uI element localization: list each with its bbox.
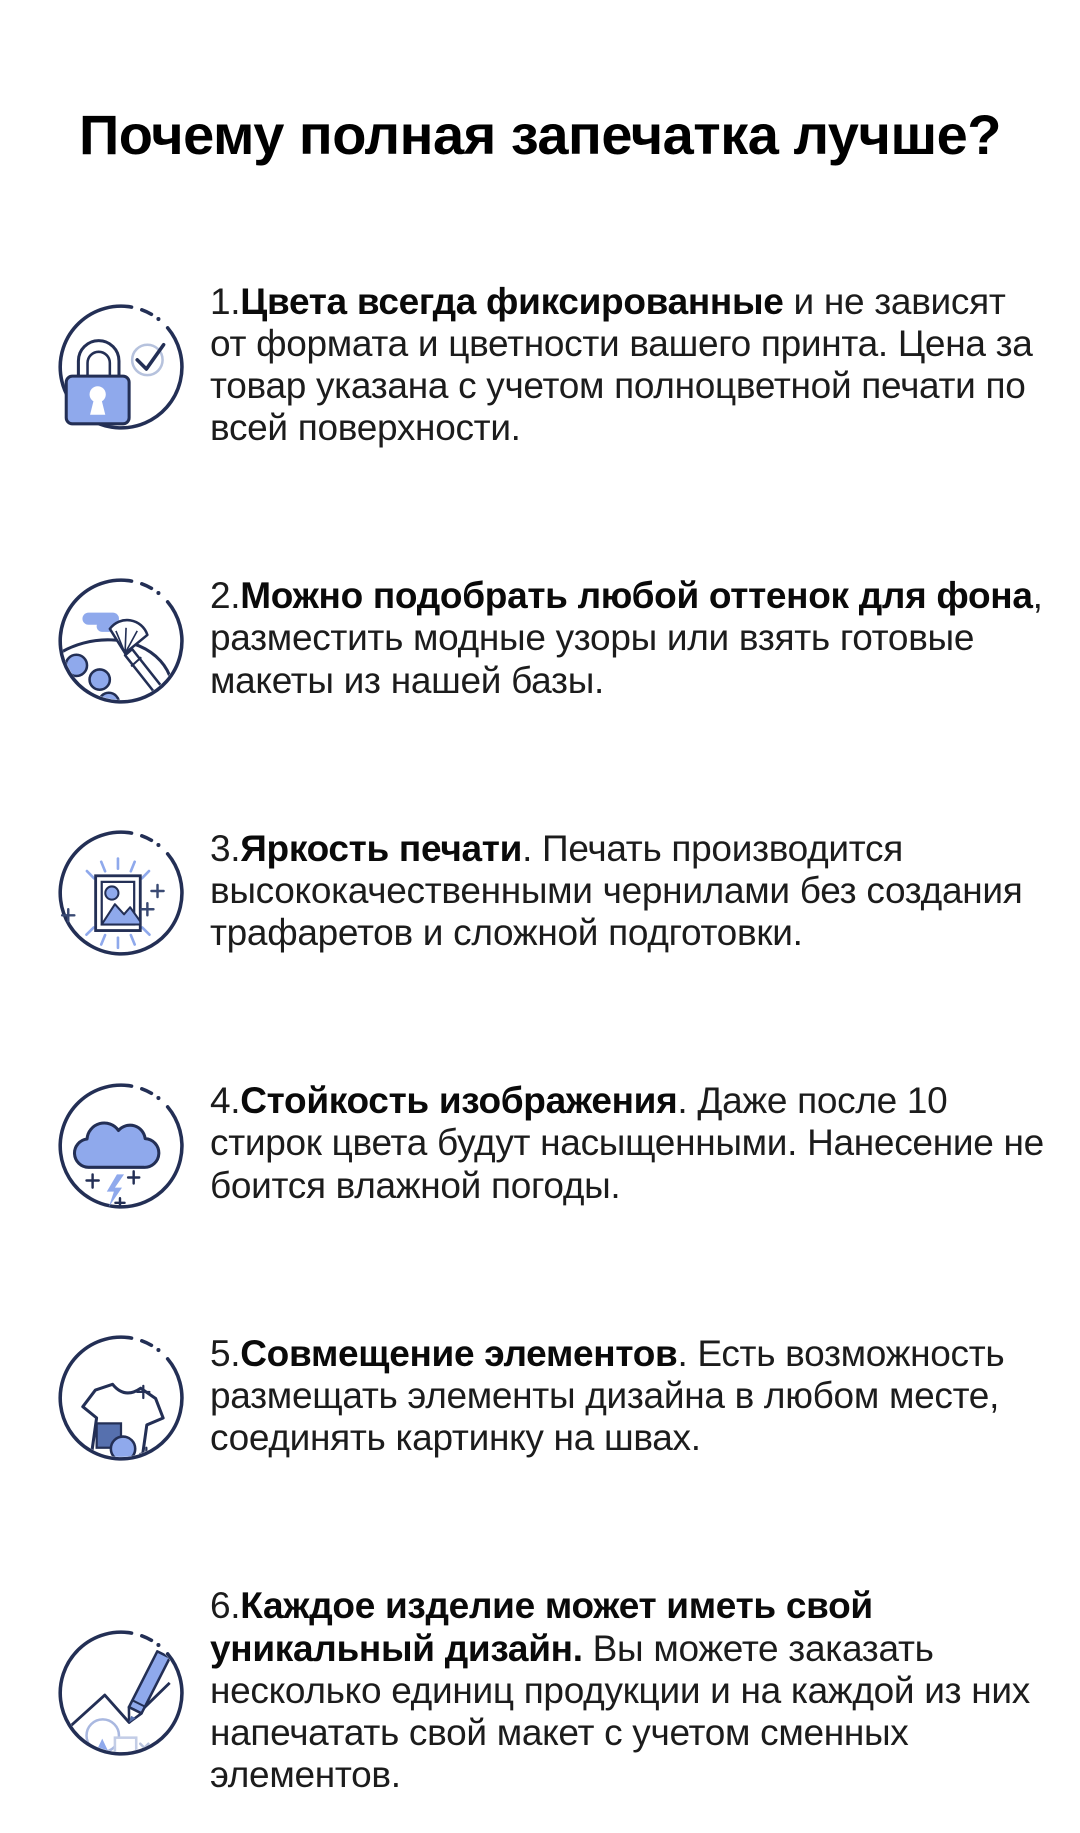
- palette-brush-icon: [50, 568, 192, 710]
- bright-image-icon: [50, 820, 192, 962]
- item-bold-text: Яркость печати: [240, 827, 523, 869]
- benefits-list: [50, 244, 1080, 1833]
- item-rest-text: Вы можете заказать несколько единиц продукции и на каждой из них напечатать свой макет с учетом сменных элементов.: [210, 1627, 1030, 1796]
- item-text: [210, 281, 1045, 450]
- item-number: 6.: [210, 1585, 241, 1627]
- list-item: [50, 1043, 1080, 1244]
- item-rest-text: и не зависят от формата и цветности вашего принта. Цена за товар указана с учетом полноцветной печати по всей поверхности.: [210, 280, 1033, 449]
- item-rest-text: . Даже после 10 стирок цвета будут насыщенными. Нанесение не боится влажной погоды.: [210, 1080, 1044, 1206]
- list-item: [50, 244, 1080, 487]
- item-bold-text: Можно подобрать любой оттенок для фона: [240, 575, 1033, 617]
- list-item: [50, 1548, 1080, 1833]
- weather-cloud-icon: [50, 1073, 192, 1215]
- lock-check-icon: [50, 294, 192, 436]
- item-rest-text: . Печать производится высококачественными чернилами без создания трафаретов и сложной подготовки.: [210, 827, 1023, 954]
- item-bold-text: Совмещение элементов: [240, 1332, 678, 1374]
- list-item: [50, 538, 1080, 739]
- item-number: 4.: [210, 1080, 241, 1122]
- item-text: [210, 575, 1045, 702]
- tshirt-elements-icon: [50, 1325, 192, 1467]
- item-text: [210, 1333, 1045, 1460]
- item-text: [210, 1585, 1045, 1796]
- item-number: 3.: [210, 827, 241, 869]
- item-rest-text: , разместить модные узоры или взять готовые макеты из нашей базы.: [210, 575, 1043, 701]
- pencil-design-icon: [50, 1620, 192, 1762]
- item-bold-text: Цвета всегда фиксированные: [240, 280, 784, 322]
- item-rest-text: . Есть возможность размещать элементы дизайна в любом месте, соединять картинку на швах.: [210, 1332, 1005, 1459]
- item-bold-text: Каждое изделие может иметь свой уникальный дизайн.: [210, 1585, 873, 1669]
- item-number: 1.: [210, 280, 241, 322]
- list-item: [50, 791, 1080, 992]
- item-bold-text: Стойкость изображения: [240, 1080, 678, 1122]
- item-number: 5.: [210, 1332, 241, 1374]
- item-text: [210, 1080, 1045, 1207]
- list-item: [50, 1296, 1080, 1497]
- item-text: [210, 828, 1045, 955]
- item-number: 2.: [210, 575, 241, 617]
- page-title: Почему полная запечатка лучше?: [79, 103, 1001, 166]
